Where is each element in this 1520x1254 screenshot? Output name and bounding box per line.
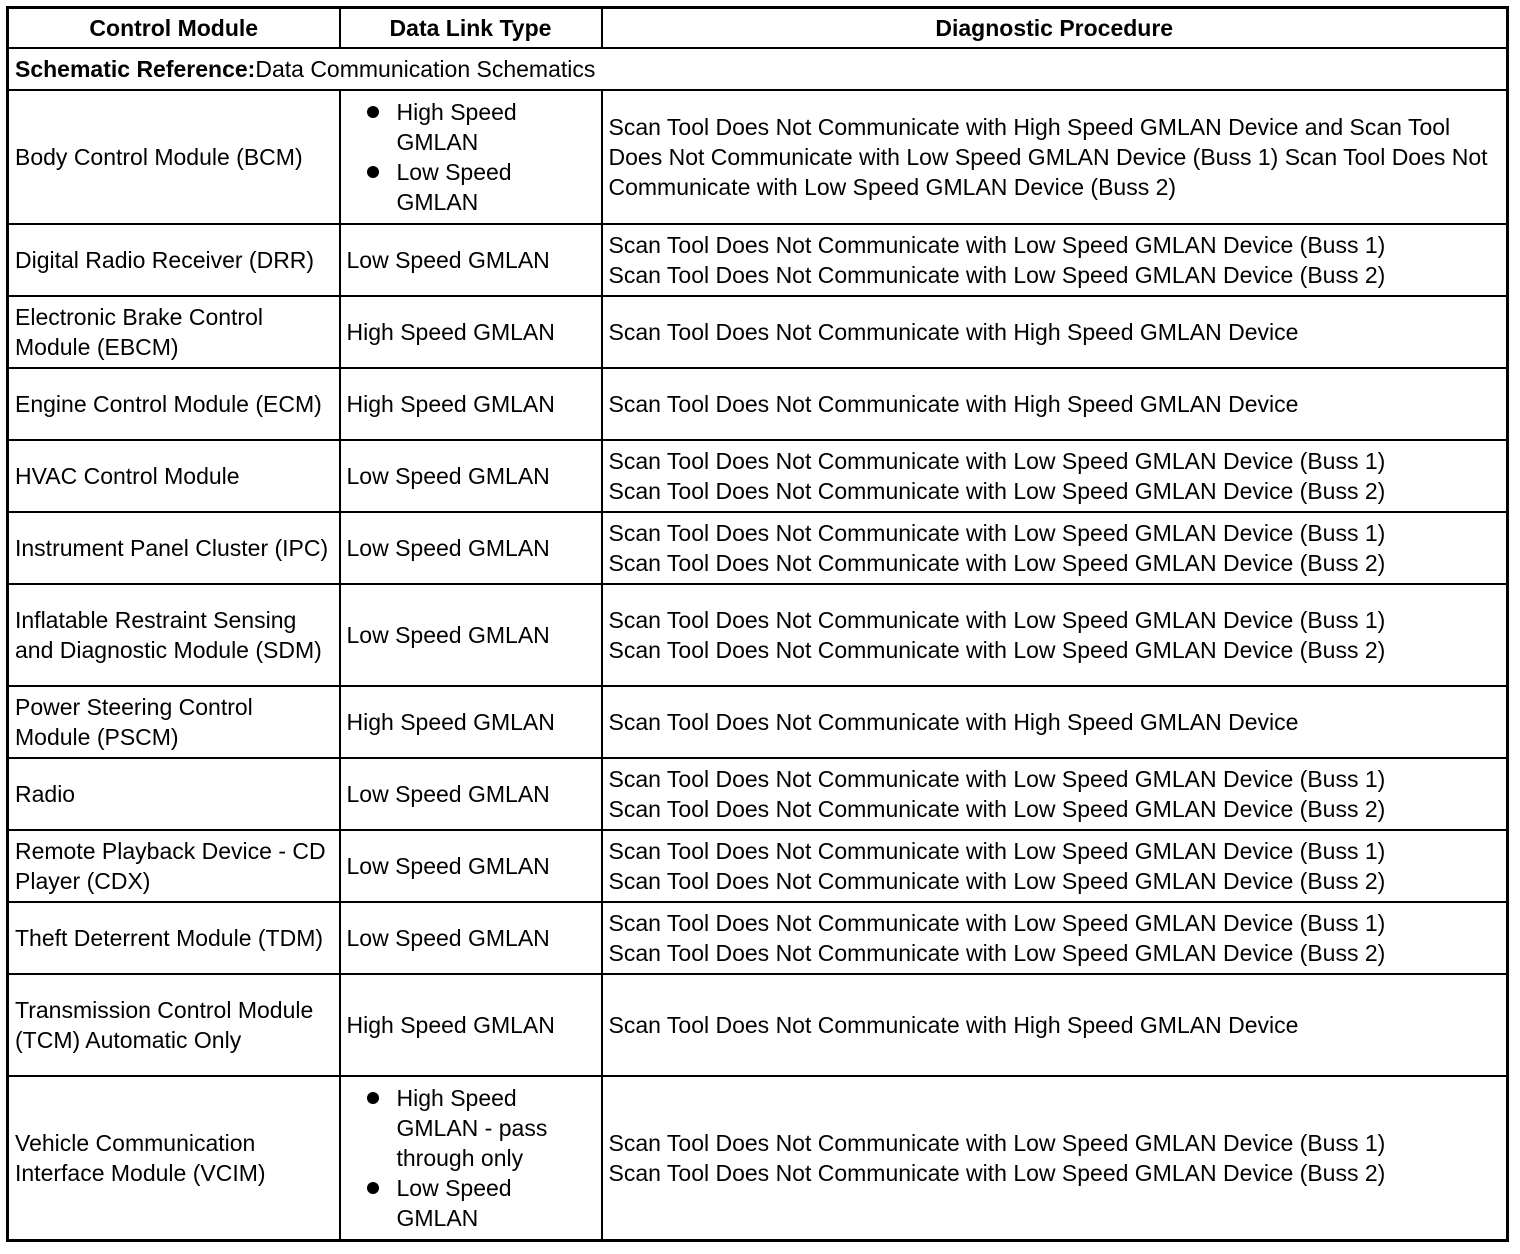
diagnostic-procedure-cell bbox=[602, 758, 1508, 830]
control-module-cell: HVAC Control Module bbox=[8, 440, 340, 512]
data-link-type-cell bbox=[340, 90, 602, 224]
diagnostic-procedure-link[interactable]: Scan Tool Does Not Communicate with Low Speed GMLAN Device (Buss 1) bbox=[608, 607, 1386, 633]
diagnostic-procedure-link[interactable]: Scan Tool Does Not Communicate with Low Speed GMLAN Device (Buss 1) bbox=[608, 520, 1386, 546]
data-link-type-cell: Low Speed GMLAN bbox=[340, 902, 602, 974]
diagnostic-procedure-link[interactable]: Scan Tool Does Not Communicate with Low Speed GMLAN Device (Buss 2) bbox=[608, 940, 1386, 966]
diagnostic-procedure-cell bbox=[602, 368, 1508, 440]
table-row bbox=[8, 902, 1508, 974]
table-row bbox=[8, 758, 1508, 830]
data-link-bullet-list bbox=[347, 1083, 595, 1233]
data-link-bullet-item: High Speed GMLAN bbox=[397, 97, 595, 157]
diagnostic-procedure-cell bbox=[602, 584, 1508, 686]
control-module-cell: Transmission Control Module (TCM) Automatic Only bbox=[8, 974, 340, 1076]
control-module-cell: Engine Control Module (ECM) bbox=[8, 368, 340, 440]
diagnostic-procedure-link[interactable]: Scan Tool Does Not Communicate with High Speed GMLAN Device bbox=[608, 1012, 1299, 1038]
control-module-cell: Radio bbox=[8, 758, 340, 830]
diagnostic-procedure-cell bbox=[602, 974, 1508, 1076]
diagnostic-procedure-link[interactable]: Scan Tool Does Not Communicate with Low Speed GMLAN Device (Buss 1) bbox=[608, 232, 1386, 258]
schematic-reference bbox=[8, 48, 1508, 90]
diagnostic-procedure-cell bbox=[602, 90, 1508, 224]
diagnostic-procedure-link[interactable]: Scan Tool Does Not Communicate with High Speed GMLAN Device bbox=[608, 391, 1299, 417]
table-row bbox=[8, 512, 1508, 584]
control-module-cell: Body Control Module (BCM) bbox=[8, 90, 340, 224]
diagnostic-procedure-cell bbox=[602, 296, 1508, 368]
data-link-type-cell: Low Speed GMLAN bbox=[340, 830, 602, 902]
diagnostic-procedure-cell bbox=[602, 224, 1508, 296]
diagnostic-procedure-link[interactable]: Scan Tool Does Not Communicate with Low Speed GMLAN Device (Buss 2) bbox=[608, 1159, 1386, 1186]
diagnostic-procedure-link[interactable]: Scan Tool Does Not Communicate with Low Speed GMLAN Device (Buss 1) bbox=[608, 1129, 1386, 1156]
data-link-bullet-list bbox=[347, 97, 595, 217]
data-link-type-cell: Low Speed GMLAN bbox=[340, 512, 602, 584]
diagnostic-procedure-link[interactable]: Scan Tool Does Not Communicate with Low Speed GMLAN Device (Buss 2) bbox=[608, 868, 1386, 894]
table-row bbox=[8, 974, 1508, 1076]
data-link-type-cell: High Speed GMLAN bbox=[340, 296, 602, 368]
schematic-reference-row bbox=[8, 48, 1508, 90]
diagnostic-procedure-cell bbox=[602, 902, 1508, 974]
control-module-cell: Inflatable Restraint Sensing and Diagnostic Module (SDM) bbox=[8, 584, 340, 686]
data-link-bullet-item: Low Speed GMLAN bbox=[397, 1173, 595, 1233]
data-link-type-cell: Low Speed GMLAN bbox=[340, 224, 602, 296]
diagnostic-procedure-link[interactable]: Scan Tool Does Not Communicate with Low Speed GMLAN Device (Buss 1) bbox=[608, 766, 1386, 792]
control-module-cell: Remote Playback Device - CD Player (CDX) bbox=[8, 830, 340, 902]
table-row bbox=[8, 224, 1508, 296]
data-link-bullet-item: Low Speed GMLAN bbox=[397, 157, 595, 217]
data-link-type-cell bbox=[340, 1076, 602, 1240]
diagnostic-procedure-link[interactable]: Scan Tool Does Not Communicate with Low Speed GMLAN Device (Buss 1) bbox=[608, 910, 1386, 936]
data-link-bullet-item: High Speed GMLAN - pass through only bbox=[397, 1083, 595, 1173]
diagnostic-procedure-cell bbox=[602, 686, 1508, 758]
data-link-type-cell: Low Speed GMLAN bbox=[340, 758, 602, 830]
control-module-cell: Power Steering Control Module (PSCM) bbox=[8, 686, 340, 758]
diagnostic-procedure-cell bbox=[602, 512, 1508, 584]
diagnostic-procedure-link[interactable]: Scan Tool Does Not Communicate with High Speed GMLAN Device bbox=[608, 709, 1299, 735]
header-control-module: Control Module bbox=[8, 8, 340, 49]
diagnostic-procedure-link[interactable]: Scan Tool Does Not Communicate with High Speed GMLAN Device bbox=[608, 319, 1299, 345]
diagnostic-procedure-link[interactable]: Scan Tool Does Not Communicate with Low Speed GMLAN Device (Buss 2) bbox=[608, 478, 1386, 504]
diagnostic-procedure-link[interactable]: Scan Tool Does Not Communicate with High Speed GMLAN Device and Scan Tool Does Not Communicate with Low Speed GMLAN Device (Buss 1) Scan Tool Does Not Communicate with Low Speed GMLAN Device (Buss 2) bbox=[608, 114, 1488, 200]
diagnostic-procedure-link[interactable]: Scan Tool Does Not Communicate with Low Speed GMLAN Device (Buss 2) bbox=[608, 262, 1386, 288]
control-module-cell: Electronic Brake Control Module (EBCM) bbox=[8, 296, 340, 368]
table-row bbox=[8, 368, 1508, 440]
schematic-reference-label: Schematic Reference: bbox=[15, 56, 256, 82]
schematic-reference-link[interactable]: Data Communication Schematics bbox=[255, 56, 596, 82]
table-row bbox=[8, 90, 1508, 224]
diagnostic-procedure-cell bbox=[602, 1076, 1508, 1240]
control-module-cell: Theft Deterrent Module (TDM) bbox=[8, 902, 340, 974]
control-module-cell: Vehicle Communication Interface Module (VCIM) bbox=[8, 1076, 340, 1240]
data-link-type-cell: High Speed GMLAN bbox=[340, 368, 602, 440]
data-link-type-cell: High Speed GMLAN bbox=[340, 686, 602, 758]
data-link-type-cell: High Speed GMLAN bbox=[340, 974, 602, 1076]
header-diagnostic-procedure: Diagnostic Procedure bbox=[602, 8, 1508, 49]
header-row bbox=[8, 8, 1508, 49]
diagnostic-procedure-link[interactable]: Scan Tool Does Not Communicate with Low Speed GMLAN Device (Buss 1) bbox=[608, 838, 1386, 864]
table-row bbox=[8, 584, 1508, 686]
table-row bbox=[8, 440, 1508, 512]
data-link-type-cell: Low Speed GMLAN bbox=[340, 440, 602, 512]
control-module-cell: Digital Radio Receiver (DRR) bbox=[8, 224, 340, 296]
control-module-cell: Instrument Panel Cluster (IPC) bbox=[8, 512, 340, 584]
diagnostic-procedure-link[interactable]: Scan Tool Does Not Communicate with Low Speed GMLAN Device (Buss 2) bbox=[608, 796, 1386, 822]
diagnostic-procedure-link[interactable]: Scan Tool Does Not Communicate with Low Speed GMLAN Device (Buss 1) bbox=[608, 448, 1386, 474]
table-row bbox=[8, 830, 1508, 902]
control-module-table bbox=[6, 6, 1509, 1242]
header-data-link-type: Data Link Type bbox=[340, 8, 602, 49]
diagnostic-procedure-link[interactable]: Scan Tool Does Not Communicate with Low Speed GMLAN Device (Buss 2) bbox=[608, 550, 1386, 576]
diagnostic-procedure-cell bbox=[602, 440, 1508, 512]
table-row bbox=[8, 296, 1508, 368]
data-link-type-cell: Low Speed GMLAN bbox=[340, 584, 602, 686]
diagnostic-procedure-link[interactable]: Scan Tool Does Not Communicate with Low Speed GMLAN Device (Buss 2) bbox=[608, 637, 1386, 663]
diagnostic-procedure-cell bbox=[602, 830, 1508, 902]
table-row bbox=[8, 686, 1508, 758]
table-row bbox=[8, 1076, 1508, 1240]
